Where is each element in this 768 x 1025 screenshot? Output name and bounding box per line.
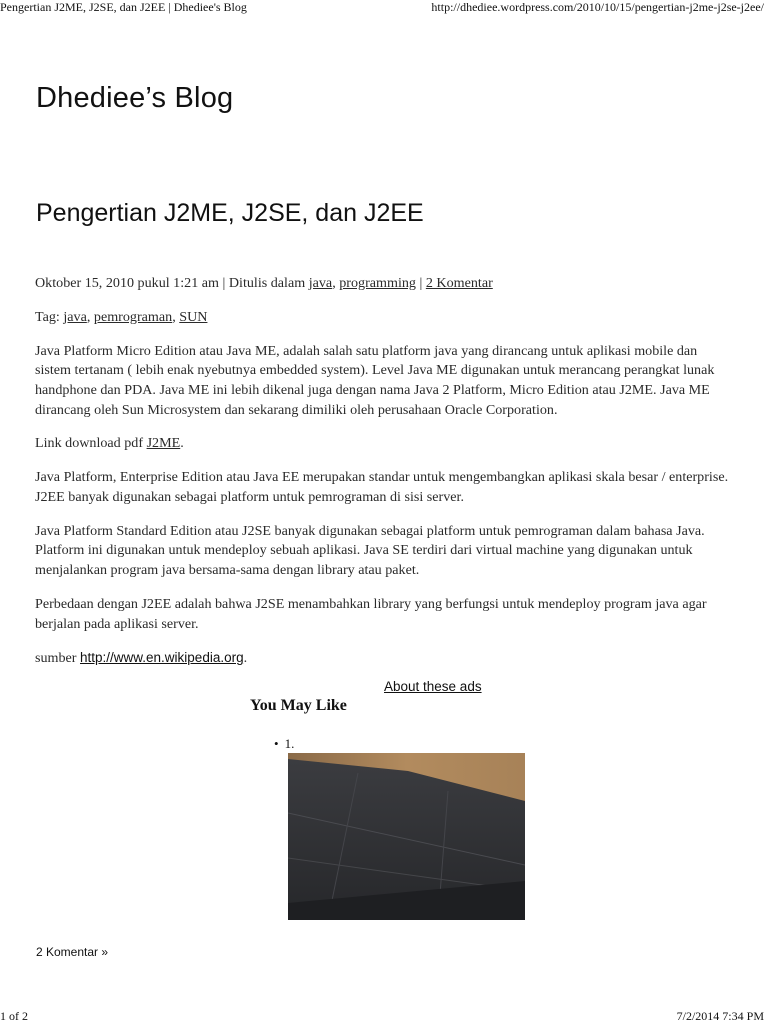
tag-link-pemrograman[interactable]: pemrograman bbox=[93, 308, 173, 325]
comments-footer-link[interactable]: 2 Komentar » bbox=[36, 945, 109, 959]
page-number: 1 of 2 bbox=[0, 1009, 28, 1023]
download-prefix: Link download pdf bbox=[35, 435, 147, 452]
recommendation-image[interactable] bbox=[288, 753, 525, 920]
paragraph-java-ee: Java Platform, Enterprise Edition atau Java EE merupakan standar untuk mengembangkan aplikasi skala besar / enterprise. J2EE banyak digunakan sebagai platform untuk pemrograman di sisi server. bbox=[35, 469, 729, 505]
paragraph-difference: Perbedaan dengan J2EE adalah bahwa J2SE menambahkan library yang berfungsi untuk mendeploy program java agar berjalan pada aplikasi server. bbox=[35, 595, 707, 632]
post-meta bbox=[35, 274, 735, 294]
paragraph-source bbox=[35, 648, 735, 669]
recommendation-number: 1. bbox=[284, 736, 295, 751]
paragraph-java-se: Java Platform Standard Edition atau J2SE banyak digunakan sebagai platform untuk pemrograman dalam bahasa Java. Platform ini digunakan untuk mendeploy sebuah aplikasi. Java SE terdiri dari virtual machine yang digunakan untuk menjalankan program java bersama-sama dengan library atau paket. bbox=[35, 522, 705, 579]
download-suffix: . bbox=[180, 435, 184, 452]
comments-link[interactable]: 2 Komentar bbox=[425, 275, 493, 291]
print-header-url: http://dhediee.wordpress.com/2010/10/15/pengertian-j2me-j2se-j2ee/ bbox=[431, 0, 764, 14]
category-link-programming[interactable]: programming bbox=[339, 275, 416, 291]
about-ads-link[interactable]: About these ads bbox=[384, 679, 482, 694]
meta-separator: | bbox=[415, 275, 426, 291]
paragraph-download bbox=[35, 434, 735, 454]
category-link-java[interactable]: java bbox=[308, 275, 333, 291]
print-header-title: Pengertian J2ME, J2SE, dan J2EE | Dhediee's Blog bbox=[0, 0, 247, 14]
meta-separator: | bbox=[218, 275, 229, 291]
recommendation-photo bbox=[288, 753, 525, 920]
print-datetime: 7/2/2014 7:34 PM bbox=[676, 1009, 764, 1023]
print-footer bbox=[0, 1009, 768, 1025]
j2me-download-link[interactable]: J2ME bbox=[146, 435, 181, 452]
you-may-like-heading: You May Like bbox=[250, 697, 347, 714]
post-tags bbox=[35, 308, 735, 328]
tag-comma: , bbox=[86, 308, 94, 325]
tag-comma: , bbox=[172, 308, 180, 325]
source-suffix: . bbox=[243, 650, 248, 667]
tag-link-sun[interactable]: SUN bbox=[179, 308, 208, 325]
tag-link-java[interactable]: java bbox=[63, 308, 87, 325]
meta-comma: , bbox=[332, 275, 340, 291]
print-header bbox=[0, 0, 768, 16]
recommendation-item[interactable] bbox=[274, 736, 294, 752]
tags-prefix: Tag: bbox=[35, 308, 64, 325]
post-content bbox=[35, 274, 735, 683]
filed-prefix: Ditulis dalam bbox=[228, 275, 309, 291]
source-prefix: sumber bbox=[35, 650, 81, 667]
post-date: Oktober 15, 2010 pukul 1:21 am bbox=[35, 275, 219, 291]
paragraph-java-me: Java Platform Micro Edition atau Java ME, adalah salah satu platform java yang dirancang untuk aplikasi mobile dan sistem tertanam ( lebih enak nyebutnya embedded system). Level Java ME digunakan untuk merancang perangkat lunak handphone dan PDA. Java ME ini lebih dikenal juga dengan nama Java 2 Platform, Micro Edition atau J2ME. Java ME dirancang oleh Sun Microsystem dan sekarang dimiliki oleh perusahaan Oracle Corporation. bbox=[35, 342, 715, 418]
bullet-icon: • bbox=[274, 736, 279, 751]
site-title[interactable]: Dhediee’s Blog bbox=[36, 82, 234, 114]
source-link[interactable]: http://www.en.wikipedia.org bbox=[80, 650, 244, 666]
post-title[interactable]: Pengertian J2ME, J2SE, dan J2EE bbox=[36, 199, 424, 227]
